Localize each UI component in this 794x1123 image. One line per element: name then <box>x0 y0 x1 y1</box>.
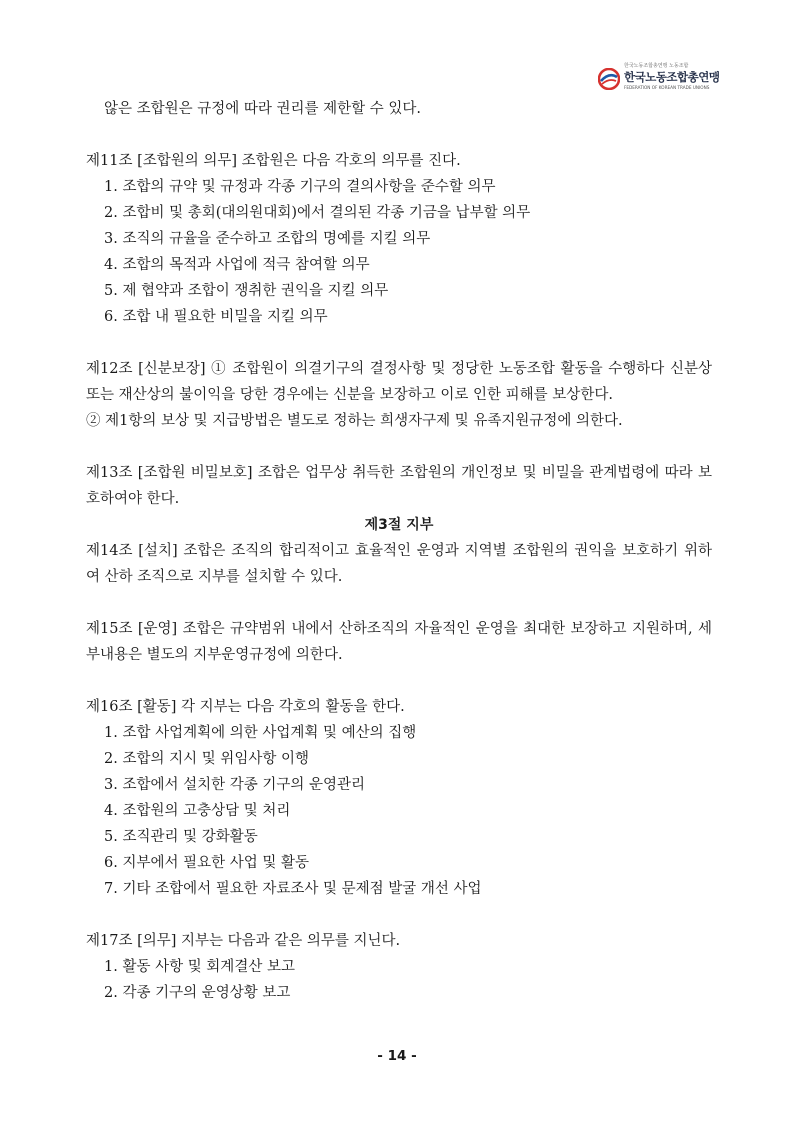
fktu-logo <box>598 60 758 96</box>
list-item: 2. 조합의 지시 및 위임사항 이행 <box>104 751 309 767</box>
list-item: 3. 조직의 규율을 준수하고 조합의 명예를 지킬 의무 <box>104 231 431 247</box>
section-3-heading: 제3절 지부 <box>364 517 434 533</box>
logo-english: FEDERATION OF KOREAN TRADE UNIONS <box>624 85 710 90</box>
article-11-title: 제11조 [조합원의 의무] 조합원은 다음 각호의 의무를 진다. <box>86 153 461 169</box>
list-item: 7. 기타 조합에서 필요한 자료조사 및 문제점 발굴 개선 사업 <box>104 881 482 897</box>
page-number: - 14 - <box>377 1048 417 1064</box>
article-16-title: 제16조 [활동] 각 지부는 다음 각호의 활동을 한다. <box>86 699 405 715</box>
list-item: 1. 활동 사항 및 회계결산 보고 <box>104 959 295 975</box>
document-body <box>86 96 712 1006</box>
continuation-text: 않은 조합원은 규정에 따라 권리를 제한할 수 있다. <box>104 101 422 117</box>
article-17-title: 제17조 [의무] 지부는 다음과 같은 의무를 지닌다. <box>86 933 401 949</box>
article-14: 제14조 [설치] 조합은 조직의 합리적이고 효율적인 운영과 지역별 조합원의 권익을 보호하기 위하여 산하 조직으로 지부를 설치할 수 있다. <box>86 543 712 585</box>
fktu-emblem-icon <box>598 68 620 90</box>
list-item: 2. 조합비 및 총회(대의원대회)에서 결의된 각종 기금을 납부할 의무 <box>104 205 531 221</box>
list-item: 2. 각종 기구의 운영상황 보고 <box>104 985 291 1001</box>
list-item: 6. 조합 내 필요한 비밀을 지킬 의무 <box>104 309 328 325</box>
list-item: 4. 조합원의 고충상담 및 처리 <box>104 803 291 819</box>
list-item: 6. 지부에서 필요한 사업 및 활동 <box>104 855 309 871</box>
article-15: 제15조 [운영] 조합은 규약범위 내에서 산하조직의 자율적인 운영을 최대한 보장하고 지원하며, 세부내용은 별도의 지부운영규정에 의한다. <box>86 621 712 663</box>
list-item: 1. 조합 사업계획에 의한 사업계획 및 예산의 집행 <box>104 725 417 741</box>
list-item: 3. 조합에서 설치한 각종 기구의 운영관리 <box>104 777 365 793</box>
list-item: 5. 제 협약과 조합이 쟁취한 권익을 지킬 의무 <box>104 283 389 299</box>
article-12-paragraph-2: ② 제1항의 보상 및 지급방법은 별도로 정하는 희생자구제 및 유족지원규정에 의한다. <box>86 413 623 429</box>
logo-name: 한국노동조합총연맹 <box>624 70 720 84</box>
article-13: 제13조 [조합원 비밀보호] 조합은 업무상 취득한 조합원의 개인정보 및 비밀을 관계법령에 따라 보호하여야 한다. <box>86 465 712 507</box>
list-item: 4. 조합의 목적과 사업에 적극 참여할 의무 <box>104 257 370 273</box>
logo-small-text: 한국노동조합총연맹 노동조합 <box>624 63 689 69</box>
article-12-paragraph-1: 제12조 [신분보장] ① 조합원이 의결기구의 결정사항 및 정당한 노동조합 활동을 수행하다 신분상 또는 재산상의 불이익을 당한 경우에는 신분을 보장하고 이로 인한 피해를 보상한다. <box>86 361 712 403</box>
list-item: 1. 조합의 규약 및 규정과 각종 기구의 결의사항을 준수할 의무 <box>104 179 496 195</box>
list-item: 5. 조직관리 및 강화활동 <box>104 829 258 845</box>
